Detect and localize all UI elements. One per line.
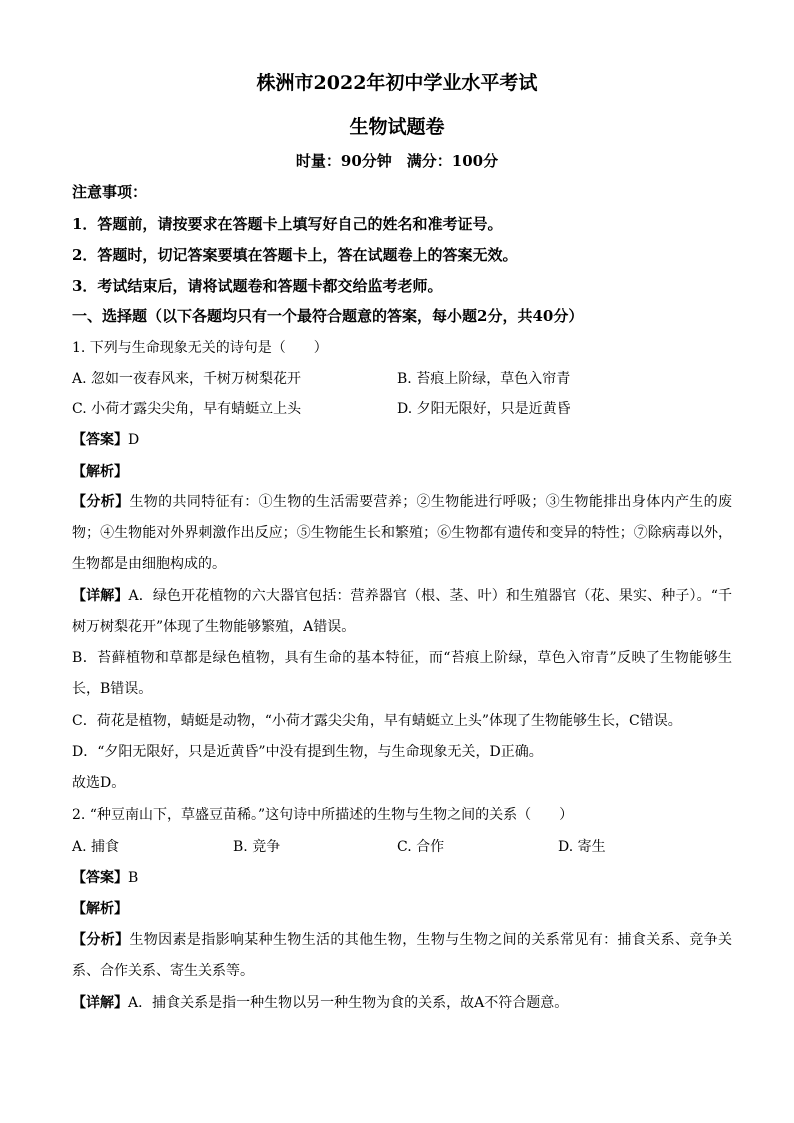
q1-analysis-tag: 【解析】 xyxy=(72,464,128,480)
q2-option-a: A. 捕食 xyxy=(72,839,120,855)
q1-option-b: B. 苔痕上阶绿，草色入帘青 xyxy=(397,371,571,387)
fenxi-tag: 【分析】 xyxy=(72,494,130,510)
q2-option-b: B. 竞争 xyxy=(233,839,281,855)
q2-option-d: D. 寄生 xyxy=(558,839,606,855)
q1-fenxi xyxy=(72,487,732,580)
answer-value: D xyxy=(128,432,140,448)
q1-option-c: C. 小荷才露尖尖角，早有蜻蜓立上头 xyxy=(72,401,302,417)
q2-answer xyxy=(72,868,732,888)
page-subtitle: 生物试题卷 xyxy=(349,116,445,138)
q1-xiangjie-c: C．荷花是植物，蜻蜓是动物，“小荷才露尖尖角，早有蜻蜓立上头”体现了生物能够生长，C错误。 xyxy=(72,713,682,729)
notice-item-3: 3．考试结束后，请将试题卷和答题卡都交给监考老师。 xyxy=(72,277,443,295)
q2-stem: 2. “种豆南山下，草盛豆苗稀。”这句诗中所描述的生物与生物之间的关系（ ） xyxy=(72,807,574,823)
q1-xiangjie-d: D．“夕阳无限好，只是近黄昏”中没有提到生物，与生命现象无关，D正确。 xyxy=(72,744,543,760)
q1-conclusion: 故选D。 xyxy=(72,775,126,791)
q1-xiangjie-a xyxy=(72,581,732,643)
fenxi-tag: 【分析】 xyxy=(72,932,130,948)
q2-option-c: C. 合作 xyxy=(397,839,445,855)
section-heading: 一、选择题（以下各题均只有一个最符合题意的答案，每小题2分，共40分） xyxy=(72,307,584,325)
xiangjie-tag: 【详解】 xyxy=(72,995,128,1011)
xiangjie-a-text: A．捕食关系是指一种生物以另一种生物为食的关系，故A不符合题意。 xyxy=(128,995,569,1011)
answer-value: B xyxy=(128,870,139,886)
xiangjie-tag: 【详解】 xyxy=(72,588,129,604)
answer-tag: 【答案】 xyxy=(72,870,128,886)
exam-meta: 时量：90分钟 满分：100分 xyxy=(295,152,499,170)
answer-tag: 【答案】 xyxy=(72,432,128,448)
q1-xiangjie-b: B．苔藓植物和草都是绿色植物，具有生命的基本特征，而“苔痕上阶绿，草色入帘青”反映了生物能够生长，B错误。 xyxy=(72,650,732,697)
fenxi-text: 生物的共同特征有：①生物的生活需要营养；②生物能进行呼吸；③生物能排出身体内产生的废物；④生物能对外界刺激作出反应；⑤生物能生长和繁殖；⑥生物都有遗传和变异的特性；⑦除病毒以外，生物都是由细胞构成的。 xyxy=(72,494,733,572)
page-title: 株洲市2022年初中学业水平考试 xyxy=(256,72,538,94)
xiangjie-a-text: A．绿色开花植物的六大器官包括：营养器官（根、茎、叶）和生殖器官（花、果实、种子）。“千树万树梨花开”体现了生物能够繁殖，A错误。 xyxy=(72,588,733,635)
notice-item-2: 2．答题时，切记答案要填在答题卡上，答在试题卷上的答案无效。 xyxy=(72,246,518,264)
q1-option-a: A. 忽如一夜春风来，千树万树梨花开 xyxy=(72,371,302,387)
q2-xiangjie-a xyxy=(72,993,732,1013)
fenxi-text: 生物因素是指影响某种生物生活的其他生物，生物与生物之间的关系常见有：捕食关系、竞争关系、合作关系、寄生关系等。 xyxy=(72,932,733,979)
notice-item-1: 1．答题前，请按要求在答题卡上填写好自己的姓名和准考证号。 xyxy=(72,215,503,233)
notice-heading: 注意事项： xyxy=(72,183,148,201)
q2-analysis-tag: 【解析】 xyxy=(72,901,128,917)
q1-answer xyxy=(72,430,732,450)
q2-fenxi xyxy=(72,925,732,987)
q1-option-d: D. 夕阳无限好，只是近黄昏 xyxy=(397,401,571,417)
q1-stem: 1. 下列与生命现象无关的诗句是（ ） xyxy=(72,340,328,356)
